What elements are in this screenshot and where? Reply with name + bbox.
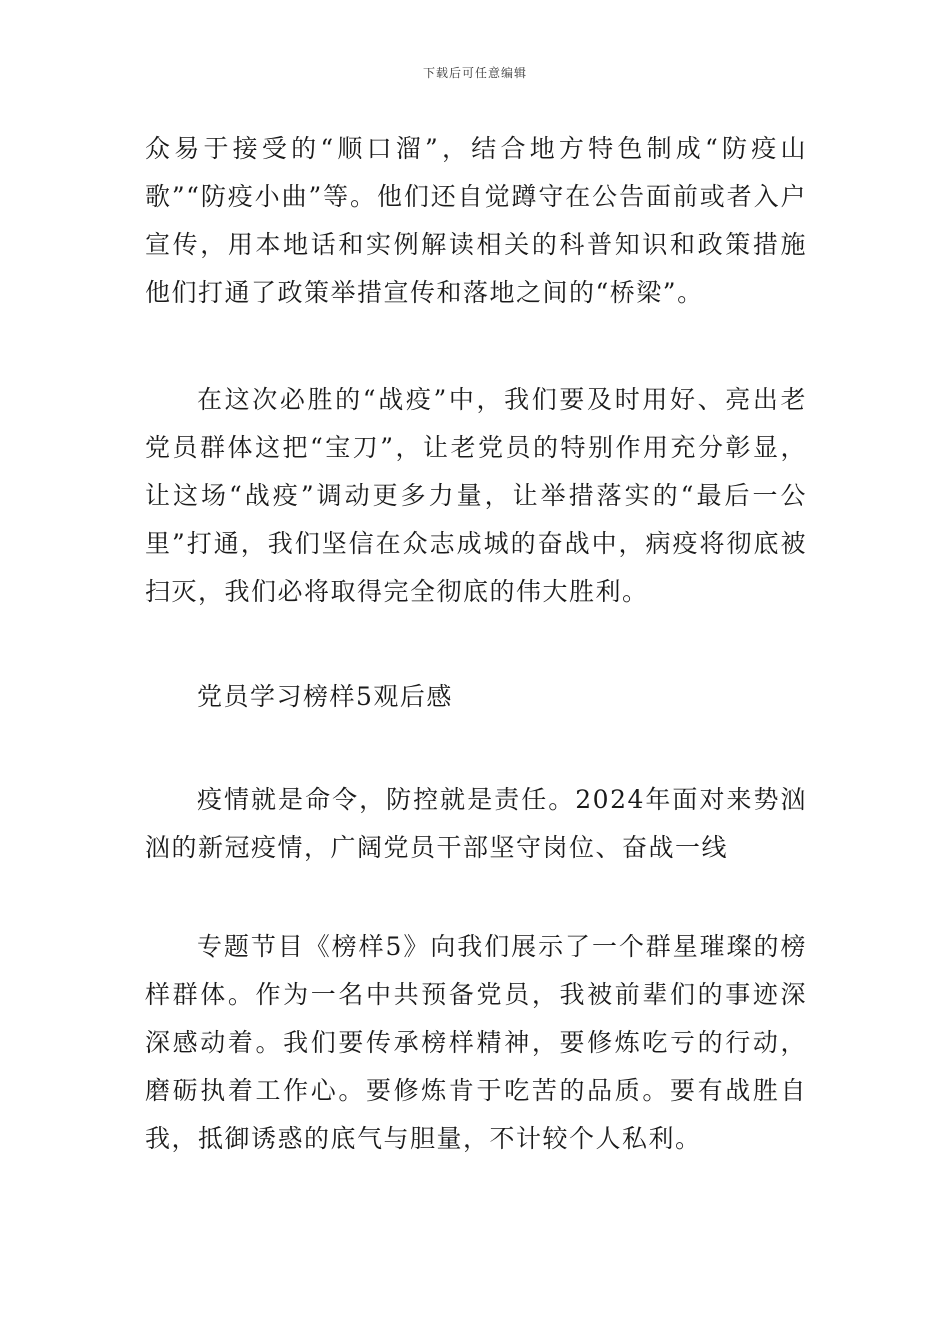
paragraph-text: 专题节目《榜样5》向我们展示了一个群星璀璨的榜样群体。作为一名中共预备党员，我被前辈们的事迹深深感动着。我们要传承榜样精神，要修炼吃亏的行动，磨砺执着工作心。要修炼肯于吃苦的品质。要有战胜自我，抵御诱惑的底气与胆量，不计较个人私利。	[145, 932, 807, 1153]
paragraph-victory	[145, 376, 807, 616]
paragraph-program	[145, 923, 807, 1163]
heading-text: 党员学习榜样5观后感	[197, 682, 453, 711]
paragraph-text: 疫情就是命令，防控就是责任。2024年面对来势汹汹的新冠疫情，广阔党员干部坚守岗位、奋战一线	[145, 785, 807, 862]
section-heading	[145, 673, 807, 721]
paragraph-text: 在这次必胜的“战疫”中，我们要及时用好、亮出老党员群体这把“宝刀”，让老党员的特别作用充分彰显，让这场“战疫”调动更多力量，让举措落实的“最后一公里”打通，我们坚信在众志成城的奋战中，病疫将彻底被扫灭，我们必将取得完全彻底的伟大胜利。	[145, 385, 807, 606]
paragraph-epidemic	[145, 776, 807, 872]
paragraph-continuation	[145, 125, 807, 317]
page-header: 下载后可任意编辑	[422, 66, 527, 80]
paragraph-text: 众易于接受的“顺口溜”，结合地方特色制成“防疫山歌”“防疫小曲”等。他们还自觉蹲守在公告面前或者入户宣传，用本地话和实例解读相关的科普知识和政策措施他们打通了政策举措宣传和落地之间的“桥梁”。	[145, 134, 807, 307]
